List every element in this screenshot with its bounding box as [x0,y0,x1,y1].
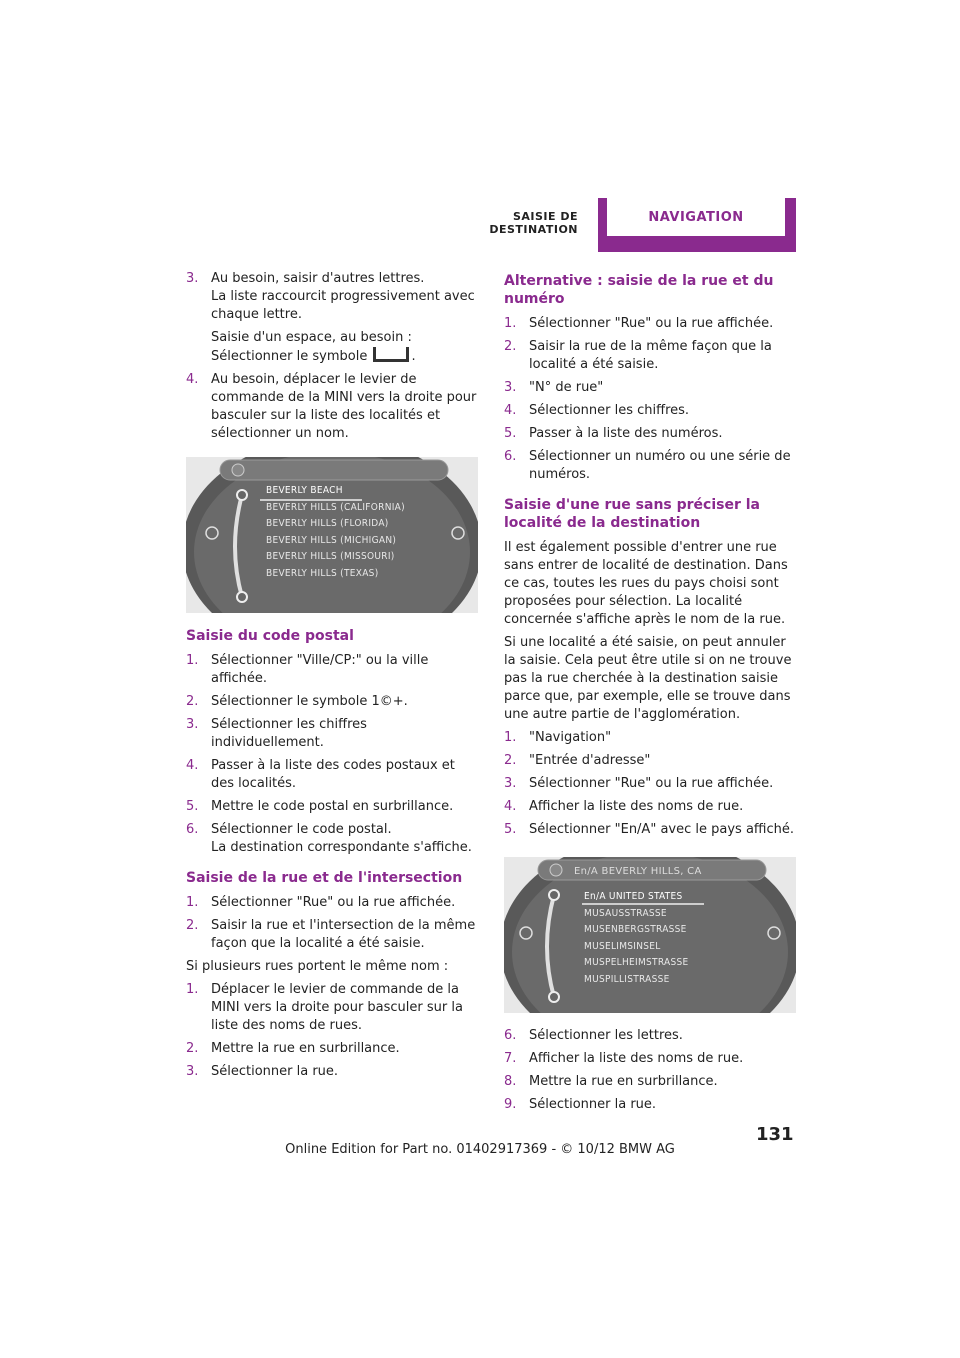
list-item: 2. Mettre la rue en surbrillance. [186,1041,400,1056]
list-item: 6. Sélectionner les lettres. [504,1028,683,1043]
list-item: 6. Sélectionner le code postal. La destination correspondante s'affiche. [186,822,472,855]
list-item: 2. "Entrée d'adresse" [504,753,651,768]
list-item: 2. Sélectionner le symbole 1©+. [186,694,408,709]
list-item: 3. Sélectionner la rue. [186,1064,339,1079]
screen-header: En/A BEVERLY HILLS, CA [574,866,702,877]
list-item: 5. Sélectionner "En/A" avec le pays affiché. [504,822,794,837]
paragraph: Il est également possible d'entrer une rue sans entrer de localité de destination. Dans ce cas, toutes les rues du pays choisi sont proposées pour sélection. La localité concernée s'affiche après le nom de la rue. [504,540,788,627]
list-item: BEVERLY HILLS (TEXAS) [266,567,379,579]
list-item: MUSENBERGSTRASSE [584,924,687,935]
list-item: 9. Sélectionner la rue. [504,1097,657,1112]
list-item: MUSAUSSTRASSE [584,907,667,919]
list-item: 8. Mettre la rue en surbrillance. [504,1074,718,1089]
list-item: 7. Afficher la liste des noms de rue. [504,1051,744,1066]
left-column [186,270,478,1086]
page-number: 131 [756,1124,794,1145]
list-item: 5. Mettre le code postal en surbrillance. [186,799,454,814]
list-item: 4. Afficher la liste des noms de rue. [504,799,744,814]
section-title-alternative: Alternative : saisie de la rue et du numéro [504,273,774,307]
footer-edition: Online Edition for Part no. 01402917369 - © 10/12 BMW AG [285,1142,675,1157]
list-item: 1. Sélectionner "Rue" ou la rue affichée. [186,895,456,910]
right-column [504,270,796,1119]
list-item: MUSELIMSINSEL [584,940,661,952]
list-item: BEVERLY HILLS (FLORIDA) [266,518,389,529]
list-item: 4. Au besoin, déplacer le levier de commande de la MINI vers la droite pour basculer sur la liste des localités et sélectionner un nom. [186,372,477,441]
list-item: 6. Sélectionner un numéro ou une série de numéros. [504,449,791,482]
screen-image-streets [504,857,796,1013]
section-title-no-locality: Saisie d'une rue sans préciser la localité de la destination [504,497,761,531]
list-item: MUSPELHEIMSTRASSE [584,957,689,968]
list-item: MUSPILLISTRASSE [584,973,670,985]
list-item: 3. Sélectionner "Rue" ou la rue affichée. [504,776,774,791]
list-item: 2. Saisir la rue de la même façon que la localité a été saisie. [504,339,772,372]
list-item: 3. Sélectionner les chiffres individuellement. [186,717,367,750]
list-item: 3. Au besoin, saisir d'autres lettres. La liste raccourcit progressivement avec chaque lettre. Saisie d'un espace, au besoin : Sélectionner le symbole . [186,271,475,364]
locality-list [266,483,458,582]
section-header: SAISIE DE DESTINATION [489,210,578,236]
chapter-tab [598,198,796,252]
list-item: 2. Saisir la rue et l'intersection de la même façon que la localité a été saisie. [186,918,476,951]
list-item: 1. Sélectionner "Ville/CP:" ou la ville affichée. [186,653,429,686]
space-symbol-icon [373,347,409,362]
screen-image-localities [186,457,478,613]
list-item: 1. Déplacer le levier de commande de la MINI vers la droite pour basculer sur la liste des noms de rues. [186,982,463,1033]
list-item: En/A UNITED STATES [584,891,683,902]
paragraph: Si une localité a été saisie, on peut annuler la saisie. Cela peut être utile si on ne trouve pas la rue cherchée à la destination saisie parce que, par exemple, elle se trouve dans une autre partie de l'agglomération. [504,635,792,722]
list-item: 4. Sélectionner les chiffres. [504,403,690,418]
list-item: BEVERLY HILLS (MICHIGAN) [266,534,397,546]
list-item: 1. "Navigation" [504,730,612,745]
section-title-postal: Saisie du code postal [186,628,354,644]
street-list [584,889,776,988]
section-title-intersection: Saisie de la rue et de l'intersection [186,870,463,886]
paragraph: Si plusieurs rues portent le même nom : [186,959,449,974]
list-item: 4. Passer à la liste des codes postaux et des localités. [186,758,455,791]
list-item: 5. Passer à la liste des numéros. [504,426,723,441]
list-item: 3. "N° de rue" [504,380,604,395]
list-item: BEVERLY HILLS (MISSOURI) [266,551,395,562]
list-item: BEVERLY HILLS (CALIFORNIA) [266,501,405,513]
chapter-title: NAVIGATION [607,198,785,236]
list-item: BEVERLY BEACH [266,485,343,496]
list-item: 1. Sélectionner "Rue" ou la rue affichée. [504,316,774,331]
